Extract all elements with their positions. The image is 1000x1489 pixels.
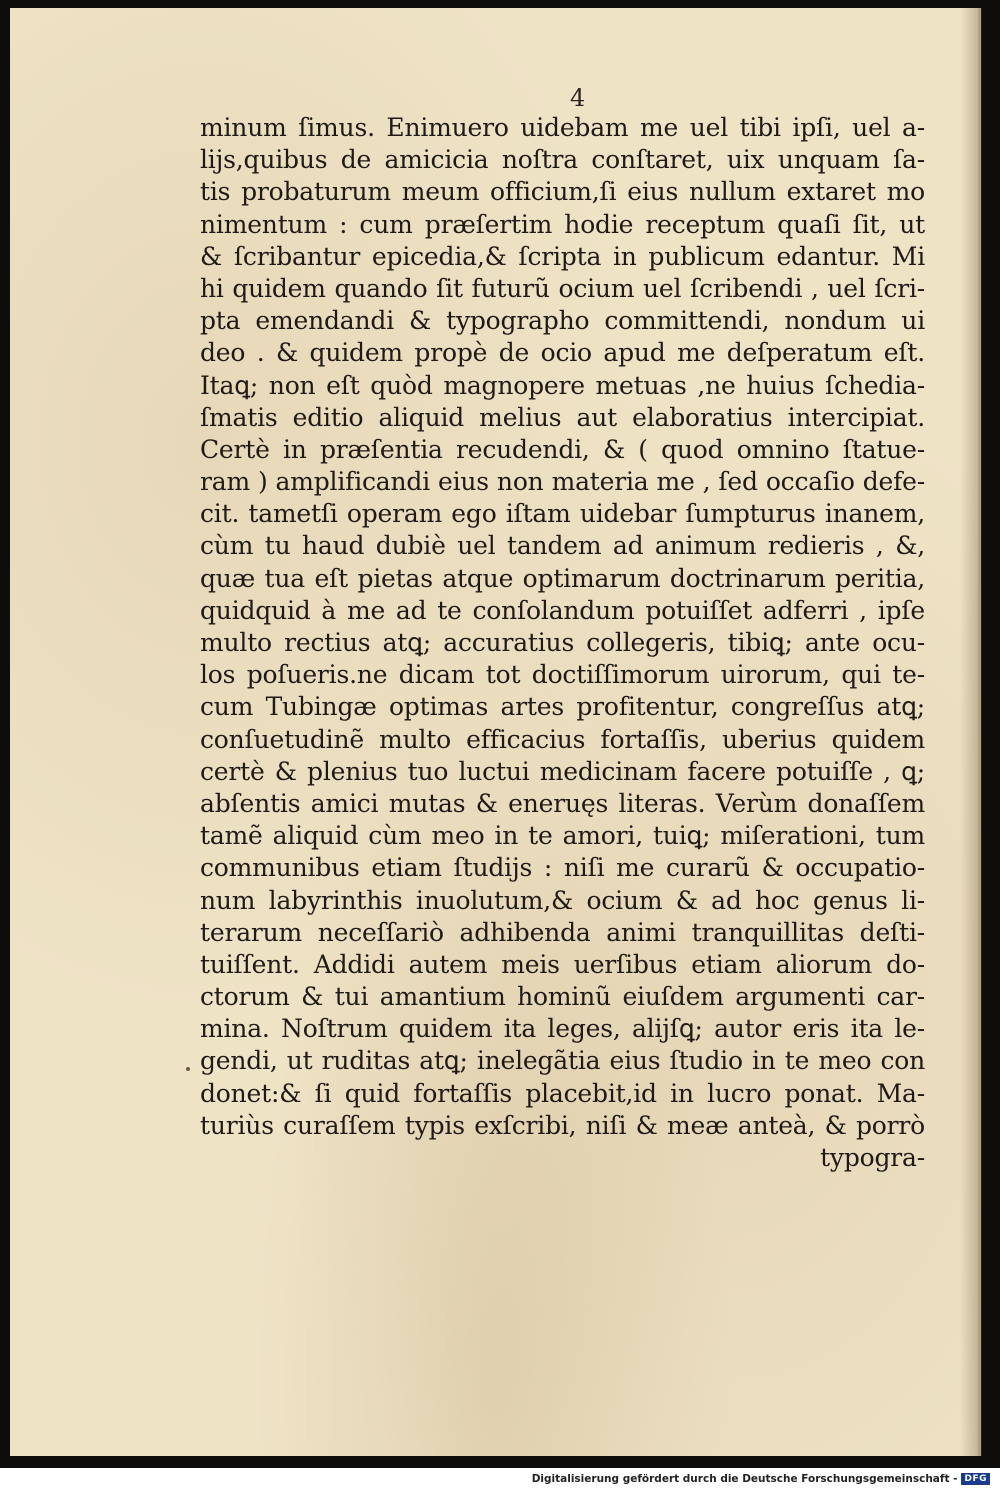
text-line: donet:& ſi quid fortaſſis placebit,id in lucro ponat. Ma- [200,1078,925,1108]
footer [532,1471,1000,1487]
text-line: ſmatis editio aliquid melius aut elaboratius intercipiat. [200,402,925,432]
text-line: gendi, ut ruditas atꝗ; inelegãtia eius ſtudio in te meo con [200,1046,925,1076]
text-line: Itaꝗ; non eſt quòd magnopere metuas ,ne huius ſchedia- [200,370,925,400]
text-line: cit. tametſi operam ego iſtam uidebar ſumpturus inanem, [200,499,925,529]
page-edge-shadow [960,8,982,1456]
text-line: multo rectius atꝗ; accuratius collegeris, tibiꝗ; ante ocu- [200,628,925,657]
text-line: cùm tu haud dubiè uel tandem ad animum redieris , &, [200,531,925,561]
dfg-logo-icon: DFG [961,1473,990,1485]
text-line: tuiſſent. Addidi autem meis uerſibus etiam aliorum do- [200,949,925,979]
text-line: minum ſimus. Enimuero uidebam me uel tibi ipſi, uel a- [200,113,925,142]
text-line: cum Tubingæ optimas artes profitentur, congreſſus atꝗ; [200,692,925,722]
text-line: los poſueris.ne dicam tot doctiſſimorum uirorum, qui te- [200,660,925,690]
text-line: deo . & quidem propè de ocio apud me deſperatum eſt. [200,338,925,368]
page-number: 4 [570,84,586,112]
footer-credit: Digitalisierung gefördert durch die Deutsche Forschungsgemeinschaft - [531,1473,958,1485]
text-line: ram ) amplificandi eius non materia me , ſed occaſio defe- [200,467,925,497]
text-line: ctorum & tui amantium hominũ eiuſdem argumenti car- [200,982,925,1012]
text-line: certè & plenius tuo luctui medicinam facere potuiſſe , ꝗ; [200,756,925,786]
text-line: conſuetudinẽ multo efficacius fortaſſis, uberius quidem [200,724,925,754]
text-line: tamẽ aliquid cùm meo in te amori, tuiꝗ; miſerationi, tum [200,821,925,851]
text-line: quidquid à me ad te conſolandum potuiſſet adferri , ipſe [200,595,925,625]
text-line: terarum neceſſariò adhibenda animi tranquillitas deſti- [200,917,925,947]
text-line: turiùs curaſſem typis exſcribi, niſi & meæ anteà, & porrò [200,1110,925,1140]
text-line: mina. Noſtrum quidem ita leges, alijſꝗ; autor eris ita le- [200,1014,925,1044]
text-line: nimentum : cum præſertim hodie receptum quaſi ſit, ut [200,209,925,239]
text-line: tis probaturum meum officium,ſi eius nullum extaret mo [200,177,925,207]
text-line: pta emendandi & typographo committendi, nondum ui [200,306,925,336]
text-line: communibus etiam ſtudijs : niſi me curarũ & occupatio- [200,853,925,883]
text-line: lijs,quibus de amicicia noſtra conſtaret, uix unquam ſa- [200,145,925,175]
text-line: abſentis amici mutas & eneruęs literas. Verùm donaſſem [200,788,925,818]
text-line: typogra- [820,1143,925,1172]
text-line: Certè in præſentia recudendi, & ( quod omnino ſtatue- [200,434,925,464]
text-line: num labyrinthis inuolutum,& ocium & ad hoc genus li- [200,885,925,915]
text-line: & ſcribantur epicedia,& ſcripta in publicum edantur. Mi [200,241,925,271]
body-text [200,112,925,1174]
text-line: hi quidem quando ſit futurũ ocium uel ſcribendi , uel ſcri- [200,273,925,303]
margin-mark [186,1067,190,1071]
text-line: quæ tua eſt pietas atque optimarum doctrinarum peritia, [200,563,925,593]
